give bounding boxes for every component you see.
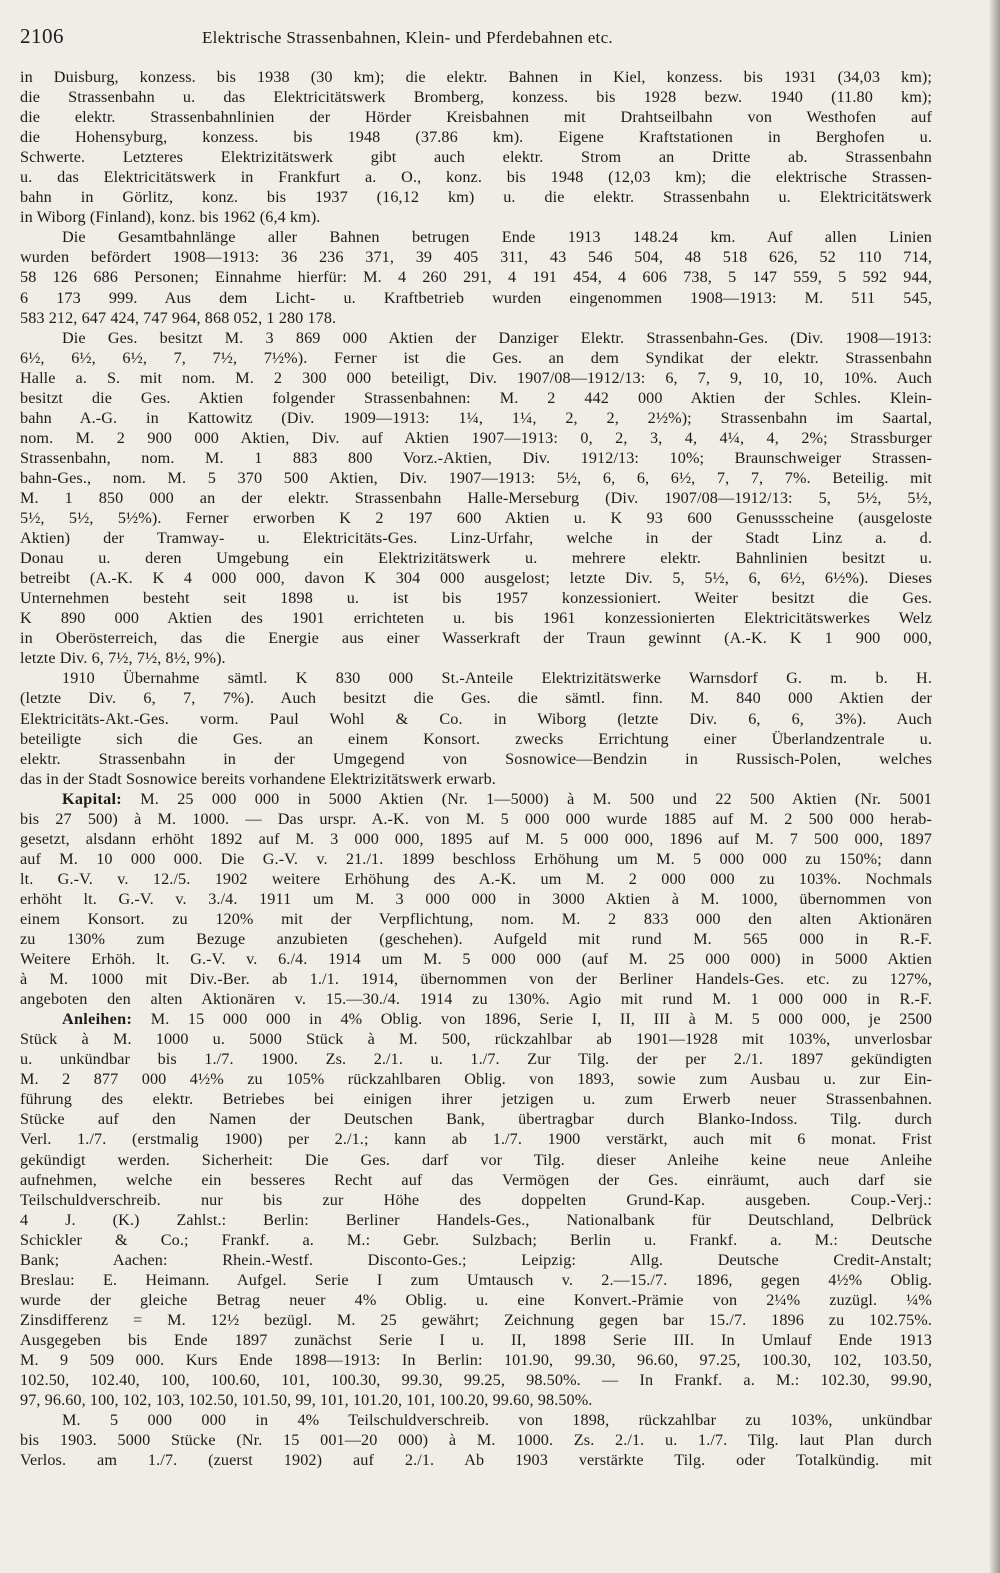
- line-text: 6½, 6½, 6½, 7, 7½, 7½%). Ferner ist die Ges. an dem Syndikat der elektr. Strassenbahn: [20, 348, 932, 367]
- line-text: à M. 1000 mit Div.-Ber. ab 1./1. 1914, übernommen von der Berliner Handels-Ges. etc. zu 127%,: [20, 970, 932, 989]
- text-line: [20, 187, 932, 207]
- line-text: Die Gesamtbahnlänge aller Bahnen betrugen Ende 1913 148.24 km. Auf allen Linien: [62, 228, 932, 247]
- line-text: K 890 000 Aktien des 1901 errichteten u. bis 1961 konzessionierten Elektricitätswerkes Welz: [20, 609, 932, 628]
- line-text: Die Ges. besitzt M. 3 869 000 Aktien der Danziger Elektr. Strassenbahn-Ges. (Div. 1908—1913:: [62, 328, 932, 347]
- line-text: 102.50, 102.40, 100, 100.60, 101, 100.30, 99.30, 99.25, 98.50%. — In Frankf. a. M.: 102.30, 99.90,: [20, 1371, 932, 1390]
- line-text: (letzte Div. 6, 7, 7%). Auch besitzt die Ges. die sämtl. finn. M. 840 000 Aktien der: [20, 689, 932, 708]
- text-line: [20, 1129, 932, 1149]
- line-text: Schickler & Co.; Frankf. a. M.: Gebr. Sulzbach; Berlin u. Frankf. a. M.: Deutsche: [20, 1230, 932, 1249]
- text-line: [20, 909, 932, 929]
- line-text: bis 1903. 5000 Stücke (Nr. 15 001—20 000) à M. 1000. Zs. 2./1. u. 1./7. Tilg. laut Plan durch: [20, 1431, 932, 1450]
- text-line: [20, 869, 932, 889]
- section-label: Kapital:: [62, 789, 122, 808]
- text-line: [20, 127, 932, 147]
- text-line: [20, 288, 932, 308]
- line-text: in Wiborg (Finland), konz. bis 1962 (6,4 km).: [20, 208, 321, 227]
- text-line: [20, 408, 932, 428]
- line-text: Elektricitäts-Akt.-Ges. vorm. Paul Wohl & Co. in Wiborg (letzte Div. 6, 6, 3%). Auch: [20, 709, 932, 728]
- text-line: [20, 1290, 932, 1310]
- line-text: bahn-Ges., nom. M. 5 370 500 Aktien, Div. 1907—1913: 5½, 6, 6, 6½, 7, 7, 7%. Beteilig. mit: [20, 468, 932, 487]
- text-line: [20, 1049, 932, 1069]
- text-line: [20, 1170, 932, 1190]
- line-text: lt. G.-V. v. 12./5. 1902 weitere Erhöhung des A.-K. um M. 2 000 000 zu 103%. Nochmals: [20, 869, 932, 888]
- page-header: [20, 24, 970, 54]
- text-line: [20, 1210, 932, 1230]
- text-line: [20, 67, 932, 87]
- line-text: besitzt die Ges. Aktien folgender Strassenbahnen: M. 2 442 000 Aktien der Schles. Klein-: [20, 388, 932, 407]
- text-line: [20, 1089, 932, 1109]
- text-line: [20, 1069, 932, 1089]
- text-line: [20, 608, 932, 628]
- line-text: die elektr. Strassenbahnlinien der Hörder Kreisbahnen mit Drahtseilbahn von Westhofen auf: [20, 108, 932, 127]
- text-line: [20, 749, 932, 769]
- line-text: 6 173 999. Aus dem Licht- u. Kraftbetrieb wurden eingenommen 1908—1913: M. 511 545,: [20, 288, 932, 307]
- line-text: erhöht lt. G.-V. v. 3./4. 1911 um M. 3 000 000 in 3000 Aktien à M. 1000, übernommen von: [20, 889, 932, 908]
- text-line: [20, 709, 932, 729]
- line-text: Halle a. S. mit nom. M. 2 300 000 beteiligt, Div. 1907/08—1912/13: 6, 7, 9, 10, 10, 10%. Auch: [20, 368, 932, 387]
- text-line: [20, 227, 932, 247]
- text-line: [20, 107, 932, 127]
- text-line: [20, 87, 932, 107]
- line-text: Weitere Erhöh. lt. G.-V. v. 6./4. 1914 um M. 5 000 000 (auf M. 25 000 000) in 5000 Aktien: [20, 950, 932, 969]
- text-line: [20, 809, 932, 829]
- text-line: [20, 1190, 932, 1210]
- line-text: Breslau: E. Heimann. Aufgel. Serie I zum Umtausch v. 2.—15./7. 1896, gegen 4½% Oblig.: [20, 1270, 932, 1289]
- page-edge-shadow: [990, 0, 1000, 1573]
- text-line: [20, 949, 932, 969]
- text-line: [20, 267, 932, 287]
- line-text: Teilschuldverschreib. nur bis zur Höhe des doppelten Grund-Kap. ausgeben. Coup.-Verj.:: [20, 1190, 932, 1209]
- line-text: wurde der gleiche Betrag neuer 4% Oblig. u. eine Konvert.-Prämie von 2¼% zuzügl. ¼%: [20, 1290, 932, 1309]
- line-text: 97, 96.60, 100, 102, 103, 102.50, 101.50, 99, 101, 101.20, 101, 100.20, 99.60, 98.50%.: [20, 1391, 593, 1410]
- text-line: [20, 348, 932, 368]
- text-line: [20, 1029, 932, 1049]
- text-line: [20, 969, 932, 989]
- line-text: beteiligte sich die Ges. an einem Konsort. zwecks Errichtung einer Überlandzentrale u.: [20, 729, 932, 748]
- text-line: [20, 548, 932, 568]
- text-line: [20, 328, 932, 348]
- text-line: [20, 1270, 932, 1290]
- line-text: einem Konsort. zu 120% mit der Verpflichtung, nom. M. 2 833 000 den alten Aktionären: [20, 909, 932, 928]
- text-line: [20, 729, 932, 749]
- text-line: [20, 167, 932, 187]
- line-text: Bank; Aachen: Rhein.-Westf. Disconto-Ges.; Leipzig: Allg. Deutsche Credit-Anstalt;: [20, 1250, 932, 1269]
- line-text: bis 27 500) à M. 1000. — Das urspr. A.-K. von M. 5 000 000 wurde 1885 auf M. 2 500 000 herab-: [20, 809, 932, 828]
- line-text: M. 2 877 000 4½% zu 105% rückzahlbaren Oblig. von 1893, sowie zum Ausbau u. zur Ein-: [20, 1070, 932, 1089]
- text-line: [20, 207, 932, 227]
- line-text: führung des elektr. Betriebes bei einigen ihrer jetzigen u. zum Erwerb neuer Strassenbahnen.: [20, 1090, 932, 1109]
- line-text: M. 15 000 000 in 4% Oblig. von 1896, Serie I, II, III à M. 5 000 000, je 2500: [150, 1010, 932, 1029]
- line-text: angeboten den alten Aktionären v. 15.—30./4. 1914 zu 130%. Agio mit rund M. 1 000 000 in R.-F.: [20, 990, 932, 1009]
- line-text: 1910 Übernahme sämtl. K 830 000 St.-Anteile Elektrizitätswerke Warnsdorf G. m. b. H.: [62, 669, 932, 688]
- running-title: Elektrische Strassenbahnen, Klein- und Pferdebahnen etc.: [202, 28, 613, 47]
- text-line: [20, 929, 932, 949]
- text-line: [20, 688, 932, 708]
- line-text: Aktien) der Tramway- u. Elektricitäts-Ges. Linz-Urfahr, welche in der Stadt Linz a. d.: [20, 529, 932, 548]
- text-line: [20, 1230, 932, 1250]
- line-text: gesetzt, alsdann erhöht 1892 auf M. 3 000 000, 1895 auf M. 5 000 000, 1896 auf M. 7 500 000, 1897: [20, 829, 932, 848]
- text-line: [20, 308, 932, 328]
- line-text: u. das Elektricitätswerk in Frankfurt a. O., konz. bis 1948 (12,03 km); die elektrische Strassen-: [20, 168, 932, 187]
- line-text: in Oberösterreich, das die Energie aus einer Wasserkraft der Traun gewinnt (A.-K. K 1 900 000,: [20, 629, 932, 648]
- line-text: betreibt (A.-K. K 4 000 000, davon K 304 000 ausgelost; letzte Div. 5, 5½, 6, 6½, 6½%). Dieses: [20, 569, 932, 588]
- line-text: M. 1 850 000 an der elektr. Strassenbahn Halle-Merseburg (Div. 1907/08—1912/13: 5, 5½, 5½,: [20, 488, 932, 507]
- text-line: [20, 1330, 932, 1350]
- line-text: in Duisburg, konzess. bis 1938 (30 km); die elektr. Bahnen in Kiel, konzess. bis 1931 (34,03 km);: [20, 68, 932, 86]
- section-label: Anleihen:: [62, 1010, 133, 1029]
- text-line: [20, 1350, 932, 1370]
- line-text: zu 130% zum Bezuge anzubieten (geschehen). Aufgeld mit rund M. 565 000 in R.-F.: [20, 930, 932, 949]
- text-line: [20, 1390, 932, 1410]
- line-text: M. 5 000 000 in 4% Teilschuldverschreib. von 1898, rückzahlbar zu 103%, unkündbar: [62, 1411, 932, 1430]
- text-line: [20, 668, 932, 688]
- text-line: [20, 1410, 932, 1430]
- text-line: [20, 468, 932, 488]
- text-line: [20, 648, 932, 668]
- line-text: Strassenbahn, nom. M. 1 883 800 Vorz.-Aktien, Div. 1912/13: 10%; Braunschweiger Strassen-: [20, 448, 932, 467]
- text-line: [20, 1430, 932, 1450]
- line-text: Stück à M. 1000 u. 5000 Stück à M. 500, rückzahlbar ab 1901—1928 mit 103%, unverlosbar: [20, 1030, 932, 1049]
- line-text: die Hohensyburg, konzess. bis 1948 (37.86 km). Eigene Kraftstationen in Berghofen u.: [20, 128, 932, 147]
- section-line: [20, 1009, 932, 1029]
- text-line: [20, 388, 932, 408]
- text-line: [20, 247, 932, 267]
- line-text: aufnehmen, welche ein besseres Recht auf das Vermögen der Ges. einräumt, auch darf sie: [20, 1170, 932, 1189]
- text-line: [20, 448, 932, 468]
- line-text: gekündigt werden. Sicherheit: Die Ges. darf vor Tilg. dieser Anleihe keine neue Anleihe: [20, 1150, 932, 1169]
- line-text: Verl. 1./7. (erstmalig 1900) per 2./1.; kann ab 1./7. 1900 verstärkt, auch mit 6 monat. Frist: [20, 1130, 932, 1149]
- line-text: letzte Div. 6, 7½, 7½, 8½, 9%).: [20, 649, 226, 668]
- text-line: [20, 368, 932, 388]
- text-line: [20, 628, 932, 648]
- text-line: [20, 568, 932, 588]
- text-line: [20, 508, 932, 528]
- line-text: bahn A.-G. in Kattowitz (Div. 1909—1913: 1¼, 1¼, 2, 2, 2½%); Strassenbahn im Saartal,: [20, 408, 932, 427]
- line-text: elektr. Strassenbahn in der Umgegend von Sosnowice—Bendzin in Russisch-Polen, welches: [20, 749, 932, 768]
- line-text: bahn in Görlitz, konz. bis 1937 (16,12 km) u. die elektr. Strassenbahn u. Elektricitätswerk: [20, 188, 932, 207]
- line-text: 4 J. (K.) Zahlst.: Berlin: Berliner Handels-Ges., Nationalbank für Deutschland, Delbrück: [20, 1210, 932, 1229]
- text-line: [20, 769, 932, 789]
- line-text: wurden befördert 1908—1913: 36 236 371, 39 405 311, 43 546 504, 48 518 626, 52 110 714,: [20, 248, 932, 267]
- line-text: nom. M. 2 900 000 Aktien, Div. auf Aktien 1907—1913: 0, 2, 3, 4, 4¼, 4, 2%; Strassburger: [20, 428, 932, 447]
- line-text: u. unkündbar bis 1./7. 1900. Zs. 2./1. u. 1./7. Zur Tilg. der per 2./1. 1897 gekündigten: [20, 1050, 932, 1069]
- text-line: [20, 1310, 932, 1330]
- line-text: die Strassenbahn u. das Elektricitätswerk Bromberg, konzess. bis 1928 bezw. 1940 (11.80 km);: [20, 88, 932, 107]
- line-text: Stücke auf den Namen der Deutschen Bank, übertragbar durch Blanko-Indoss. Tilg. durch: [20, 1110, 932, 1129]
- line-text: auf M. 10 000 000. Die G.-V. v. 21./1. 1899 beschloss Erhöhung um M. 5 000 000 zu 150%; dann: [20, 849, 932, 868]
- line-text: das in der Stadt Sosnowice bereits vorhandene Elektrizitätswerk erwarb.: [20, 769, 496, 788]
- text-line: [20, 1250, 932, 1270]
- text-line: [20, 989, 932, 1009]
- line-text: Donau u. deren Umgebung ein Elektrizitätswerk u. mehrere elektr. Bahnlinien besitzt u.: [20, 549, 932, 568]
- text-line: [20, 829, 932, 849]
- text-line: [20, 849, 932, 869]
- text-line: [20, 1450, 932, 1470]
- text-line: [20, 1109, 932, 1129]
- line-text: 5½, 5½, 5½%). Ferner erworben K 2 197 600 Aktien u. K 93 600 Genussscheine (ausgeloste: [20, 509, 932, 528]
- text-line: [20, 588, 932, 608]
- section-line: [20, 789, 932, 809]
- text-line: [20, 1370, 932, 1390]
- line-text: Zinsdifferenz = M. 12½ bezügl. M. 25 gewährt; Zeichnung gegen bar 15./7. 1896 zu 102.75%.: [20, 1310, 932, 1329]
- line-text: Unternehmen besteht seit 1898 u. ist bis 1957 konzessioniert. Weiter besitzt die Ges.: [20, 589, 932, 608]
- text-line: [20, 1150, 932, 1170]
- line-text: Ausgegeben bis Ende 1897 zunächst Serie I u. II, 1898 Serie III. In Umlauf Ende 1913: [20, 1330, 932, 1349]
- line-text: M. 9 509 000. Kurs Ende 1898—1913: In Berlin: 101.90, 99.30, 96.60, 97.25, 100.30, 102, 103.50,: [20, 1351, 932, 1369]
- text-line: [20, 889, 932, 909]
- text-line: [20, 528, 932, 548]
- line-text: M. 25 000 000 in 5000 Aktien (Nr. 1—5000) à M. 500 und 22 500 Aktien (Nr. 5001: [140, 789, 932, 808]
- text-line: [20, 428, 932, 448]
- text-line: [20, 147, 932, 167]
- line-text: 583 212, 647 424, 747 964, 868 052, 1 280 178.: [20, 308, 337, 327]
- line-text: Schwerte. Letzteres Elektrizitätswerk gibt auch elektr. Strom an Dritte ab. Strassenbahn: [20, 148, 932, 167]
- line-text: 58 126 686 Personen; Einnahme hierfür: M. 4 260 291, 4 191 454, 4 606 738, 5 147 559, 5 592 944,: [20, 268, 932, 287]
- line-text: Verlos. am 1./7. (zuerst 1902) auf 2./1. Ab 1903 verstärkte Tilg. oder Totalkündig. mit: [20, 1451, 932, 1470]
- body-text: [20, 67, 932, 1470]
- page-number: 2106: [20, 24, 64, 48]
- text-line: [20, 488, 932, 508]
